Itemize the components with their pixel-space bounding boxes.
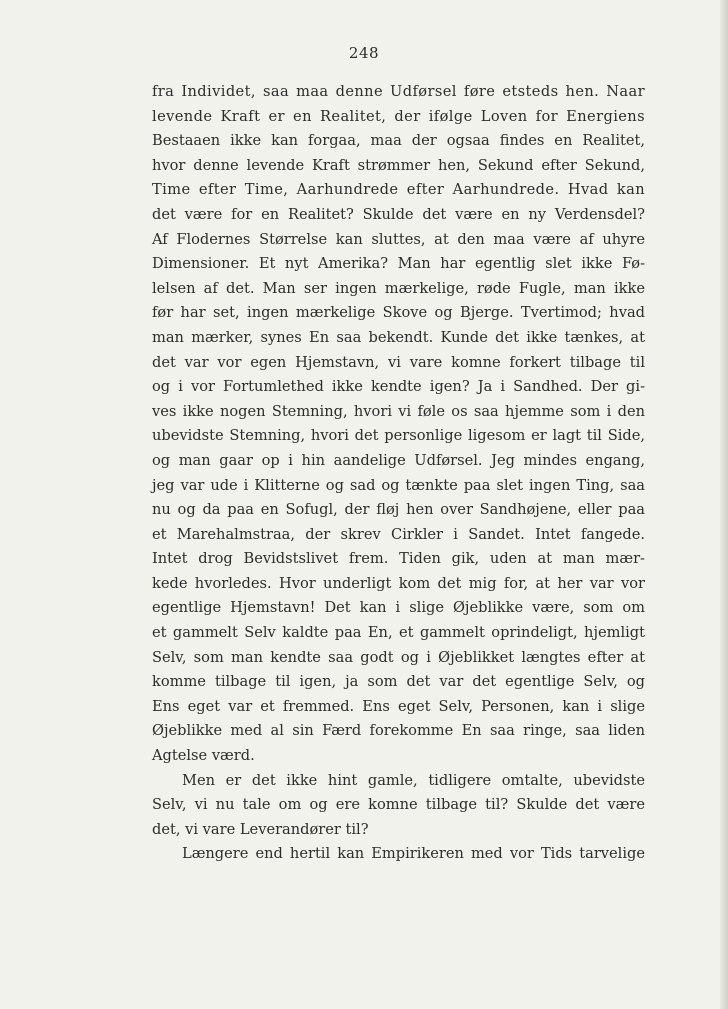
text-line: før har set, ingen mærkelige Skove og Bjerge. Tvertimod; hvad (152, 304, 645, 322)
text-line: det var vor egen Hjemstavn, vi vare komne forkert tilbage til (152, 353, 645, 371)
text-line: Øjeblikke med al sin Færd forekomme En saa ringe, saa liden (152, 722, 645, 740)
page-edge-shadow (720, 0, 728, 1009)
text-line: et gammelt Selv kaldte paa En, et gammelt oprindeligt, hjemligt (152, 624, 645, 642)
body-text (152, 80, 645, 867)
text-line: Men er det ikke hint gamle, tidligere omtalte, ubevidste (182, 771, 645, 789)
text-line: Selv, vi nu tale om og ere komne tilbage til? Skulde det være (152, 796, 645, 814)
page-number: 248 (348, 44, 380, 62)
text-line: Intet drog Bevidstslivet frem. Tiden gik, uden at man mær- (152, 550, 645, 568)
text-line: og man gaar op i hin aandelige Udførsel. Jeg mindes engang, (152, 451, 645, 469)
text-line: Time efter Time, Aarhundrede efter Aarhundrede. Hvad kan (152, 181, 645, 199)
text-line: man mærker, synes En saa bekendt. Kunde det ikke tænkes, at (152, 328, 645, 346)
text-line: ubevidste Stemning, hvori det personlige ligesom er lagt til Side, (152, 427, 645, 445)
text-line: Dimensioner. Et nyt Amerika? Man har egentlig slet ikke Fø- (152, 255, 645, 273)
text-line: og i vor Fortumlethed ikke kendte igen? Ja i Sandhed. Der gi- (152, 378, 645, 396)
text-line: lelsen af det. Man ser ingen mærkelige, røde Fugle, man ikke (152, 279, 645, 297)
text-line: det være for en Realitet? Skulde det være en ny Verdensdel? (152, 205, 645, 223)
text-line: nu og da paa en Sofugl, der fløj hen over Sandhøjene, eller paa (152, 501, 645, 519)
text-line: hvor denne levende Kraft strømmer hen, Sekund efter Sekund, (152, 156, 645, 174)
text-line: Længere end hertil kan Empirikeren med vor Tids tarvelige (182, 845, 645, 863)
text-line: Agtelse værd. (152, 747, 255, 765)
text-line: et Marehalmstraa, der skrev Cirkler i Sandet. Intet fangede. (152, 525, 645, 543)
text-line: levende Kraft er en Realitet, der ifølge Loven for Energiens (152, 107, 645, 125)
text-line: egentlige Hjemstavn! Det kan i slige Øjeblikke være, som om (152, 599, 645, 617)
text-line: kede hvorledes. Hvor underligt kom det mig for, at her var vor (152, 574, 645, 592)
text-line: Bestaaen ikke kan forgaa, maa der ogsaa findes en Realitet, (152, 132, 645, 150)
text-line: Ens eget var et fremmed. Ens eget Selv, Personen, kan i slige (152, 697, 645, 715)
text-line: fra Individet, saa maa denne Udførsel føre etsteds hen. Naar (152, 83, 645, 100)
text-line: Af Flodernes Størrelse kan sluttes, at den maa være af uhyre (152, 230, 645, 248)
text-line: det, vi vare Leverandører til? (152, 820, 369, 838)
text-line: komme tilbage til igen, ja som det var det egentlige Selv, og (152, 673, 645, 691)
text-line: ves ikke nogen Stemning, hvori vi føle os saa hjemme som i den (152, 402, 645, 420)
text-line: jeg var ude i Klitterne og sad og tænkte paa slet ingen Ting, saa (152, 476, 645, 494)
text-line: Selv, som man kendte saa godt og i Øjeblikket længtes efter at (152, 648, 645, 666)
